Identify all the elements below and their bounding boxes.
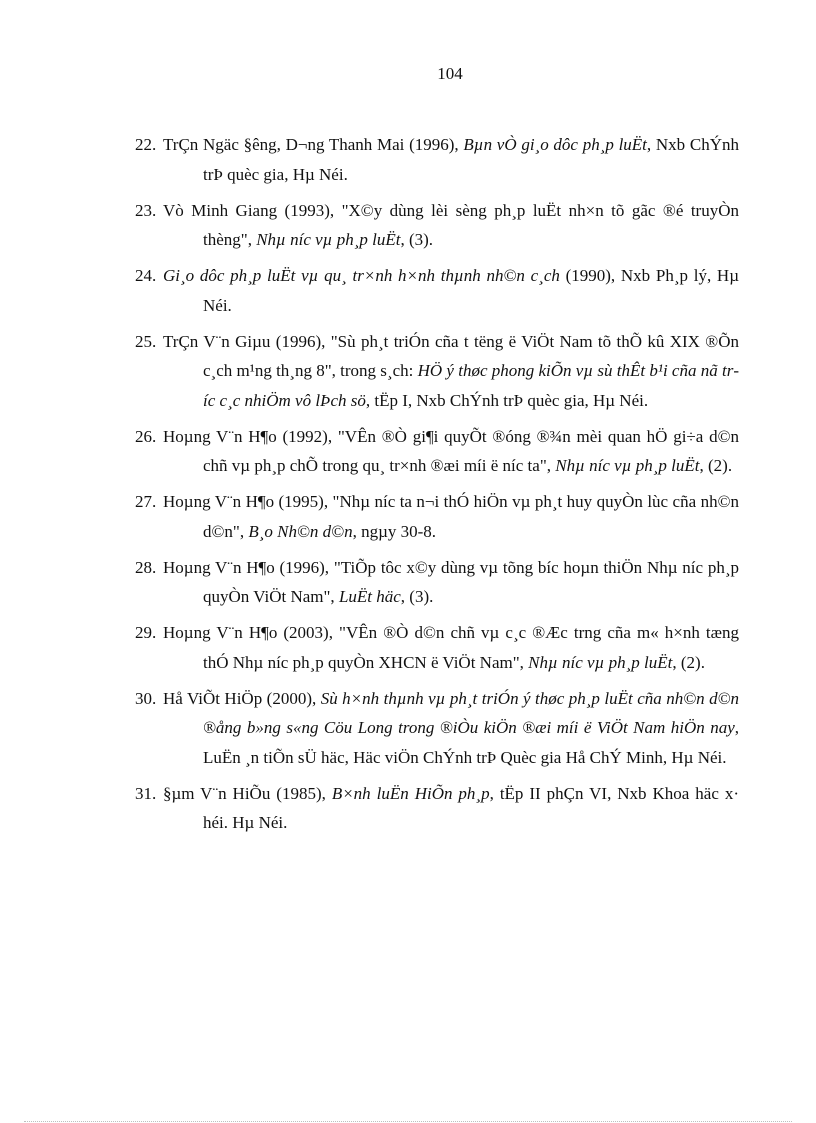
page-bottom-border [24, 1121, 792, 1122]
reference-item [135, 779, 739, 838]
reference-author: TrÇn Ngäc §êng, D¬ng Thanh Mai (1996), [163, 135, 464, 154]
reference-item [135, 487, 739, 546]
reference-item [135, 422, 739, 481]
reference-title: Bµn vÒ gi¸o dôc ph¸p luËt [463, 135, 647, 154]
reference-title: B¸o Nh©n d©n [248, 521, 353, 541]
reference-title: Sù h×nh thµnh vµ ph¸t triÓn ý thøc ph¸p luËt cña nh©n d©n ®ång b»ng s«ng Cöu Long trong ®iÒu kiÖn ®æi míi ë ViÖt Nam hiÖn nay [203, 688, 739, 737]
reference-author: Vò Minh Giang (1993), "X©y dùng lèi sèng ph¸p luËt nh×n tõ gãc ®é truyÒn thèng", [163, 200, 739, 249]
reference-details: , (3). [400, 230, 434, 249]
reference-item [135, 130, 739, 189]
reference-number: 23. [135, 200, 157, 220]
reference-details: , Nxb ChÝnh trÞ quèc gia, Hµ Néi. [203, 135, 739, 184]
reference-title: LuËt häc [338, 587, 401, 606]
reference-title: B×nh luËn HiÕn ph¸p [331, 783, 490, 803]
reference-details: , (2). [699, 456, 733, 475]
reference-number: 27. [135, 492, 157, 511]
reference-number: 22. [135, 135, 157, 154]
reference-number: 26. [135, 426, 157, 446]
reference-title: HÖ ý thøc phong kiÕn vµ sù thÊt b¹i cña nã tríc c¸c nhiÖm vô lÞch sö [203, 361, 739, 410]
reference-author: TrÇn V¨n Giµu (1996), "Sù ph¸t triÓn cña t tëng ë ViÖt Nam tõ thÕ kû XIX ®Õn c¸ch m¹ng th¸ng 8", trong s¸ch: [163, 331, 739, 380]
reference-item [135, 684, 739, 773]
reference-details: , tËp II phÇn VI, Nxb Khoa häc x· héi. Hµ Néi. [203, 783, 740, 832]
reference-details: (1990), Nxb Ph¸p lý, Hµ Néi. [203, 266, 740, 315]
reference-item [135, 553, 739, 612]
reference-item [135, 261, 739, 320]
reference-author: §µm V¨n HiÕu (1985), [163, 783, 332, 803]
reference-details: , tËp I, Nxb ChÝnh trÞ quèc gia, Hµ Néi. [365, 390, 649, 410]
reference-author: Hå ViÕt HiÖp (2000), [163, 688, 321, 708]
reference-title: Gi¸o dôc ph¸p luËt vµ qu¸ tr×nh h×nh thµnh nh©n c¸ch [163, 266, 560, 285]
reference-number: 31. [135, 783, 157, 803]
reference-details: , (2). [672, 652, 705, 672]
reference-author: Hoµng V¨n H¶o (1996), "TiÕp tôc x©y dùng vµ tõng bíc hoµn thiÖn Nhµ níc ph¸p quyÒn ViÖt Nam", [163, 557, 739, 606]
reference-item [135, 196, 739, 255]
reference-details: , ngµy 30-8. [352, 521, 437, 541]
reference-title: Nhµ níc vµ ph¸p luËt [256, 230, 401, 249]
reference-number: 29. [135, 623, 157, 642]
reference-author: Hoµng V¨n H¶o (1992), "VÊn ®Ò gi¶i quyÕt ®óng ®¾n mèi quan hÖ gi÷a d©n chñ vµ ph¸p chÕ trong qu¸ tr×nh ®æi míi ë níc ta", [163, 426, 739, 475]
reference-details: , LuËn ¸n tiÕn sÜ häc, Häc viÖn ChÝnh trÞ Quèc gia Hå ChÝ Minh, Hµ Néi. [203, 718, 739, 767]
reference-number: 30. [135, 688, 157, 708]
reference-author: Hoµng V¨n H¶o (2003), "VÊn ®Ò d©n chñ vµ c¸c ®Æc trng cña m« h×nh tæng thÓ Nhµ níc ph¸p quyÒn XHCN ë ViÖt Nam", [163, 623, 739, 672]
reference-number: 24. [135, 266, 157, 285]
page-number: 104 [437, 64, 463, 83]
reference-details: , (3). [400, 587, 434, 606]
reference-list [135, 130, 739, 844]
reference-item [135, 618, 739, 677]
reference-number: 28. [135, 557, 157, 577]
reference-title: Nhµ níc vµ ph¸p luËt [528, 652, 673, 672]
reference-author: Hoµng V¨n H¶o (1995), "Nhµ níc ta n¬i thÓ hiÖn vµ ph¸t huy quyÒn lùc cña nh©n d©n", [163, 492, 739, 541]
reference-item [135, 327, 739, 416]
reference-title: Nhµ níc vµ ph¸p luËt [555, 456, 700, 475]
reference-number: 25. [135, 331, 157, 351]
